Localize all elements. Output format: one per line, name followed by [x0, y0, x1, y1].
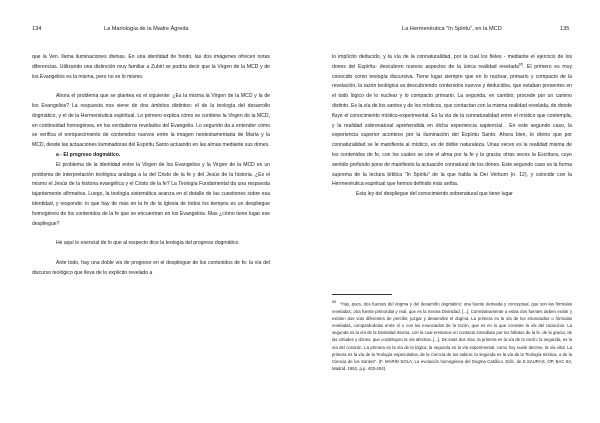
paragraph: Ahora el problema que se plantea es el siguiente: ¿Es la misma la Virgen de la MCD y la de los Evangelios? La respuesta nos viene de dos ámbitos distintos: el de la teología del desarrollo dogmático, y el de la Hermenéutica espiritual. Lo primero explica cómo se contiene la Virgen de la MCD, en continuidad homogénea, en los verdaderos revelados del Evangelio. Lo segundo da a entender cómo se verifica el enriquecimiento de contenidos nuevos entre la imagen neotestamentaria de María y la MCD, desde las actuaciones iluminadoras del Espíritu Santo actuando en las almas mediante sus dones. [32, 93, 270, 149]
right-page-number: 135 [560, 26, 570, 32]
paragraph [332, 53, 572, 190]
footnote-marker: 65 [332, 300, 336, 304]
footnote-reference[interactable]: 65 [518, 62, 523, 67]
footnote-text: "Hay, pues, dos fuentes del dogma y del desarrollo dogmático: una fuente derivada y conceptual, que son las fórmulas reveladas; otra fuente primordial y real, que es la misma Divinidad. [...]. Correlativamente a estas dos fuentes deben existir y existen dos vías diferentes de percibir, juzgar y desarrollar el dogma. La primera es la vía de los enunciados o fórmulas reveladas, comparándolas entre sí o con los enunciados de la razón, que es en lo que consiste la vía del raciocinio. La segunda es la vía de la Divinidad misma, con la cual entramos en contacto inmediato por los hábitos de la fe, de la gracia, de las virtudes y dones, que constituyen la vía afectiva. [...]. De esas dos vías, la primera es la vía de la razón; la segunda, es la vía del corazón. La primera es la vía de la lógica; la segunda es la vía experimental, como hoy suele decirse, la vía vital. La primera es la vía de la Teología especulativa, de la Ciencia de los sabios; la segunda es la vía de la Teología mística, o de la Ciencia de los Santos". (F. MARÍN SOLA; La evolución homogénea del Dogma Católico. Edic. de E.SAURAS, OP, BAC 84, Madrid, 1952, p.p. 403-404). [332, 301, 572, 372]
paragraph-text: . El primero es muy conocido como teología discursiva. Tiene lugar siempre que en lo nuclear, primario y compacto de la revelación, la razón teológica va descubriendo contenidos nuevos y deducidos, que estaban presentes en el todo lógico de lo nuclear y lo compacto primario. La segunda, en cambio, procede por un camino distinto. Es la vía de los santos y de los místicos, que contactan con la misma realidad revelada, de donde fluye el conocimiento místico-experimental. Es la vía de la connaturalidad entre el místico que contempla, y la realidad sobrenatural aprehendida en dicha experiencia sapiencial . En este segundo caso, la experiencia superior acontece por la iluminación del Espíritu Santo. Ahora bien, lo divino que por connaturalidad se le manifiesta al místico, es de doble naturaleza. Unas veces es la realidad misma de los contenidos de fe, con los cuales se une el alma por la fe y la gracia; otras veces la Escritura, cuyo sentido profundo pone de manifiesto la actuación connatural de los dones. Este segundo caso es la forma suprema de la lectura bíblica "In Spiritu" de la que habla la Dei Verbum (n. 12), y coincide con la Hermenéutica espiritual que hemos definido más arriba. [332, 63, 572, 188]
footnote-divider [332, 294, 392, 295]
right-running-title: La Hermenéutica "In Spiritu", en la MCD [402, 26, 502, 32]
paragraph: El problema de la identidad entre la Virgen de los Evangelios y la Virgen de la MCD es un problema de interpretación teológica análoga a la del Cristo de la fe y del Jesús de la historia. ¿Es el mismo el Jesús de la historia evangélica y el Cristo de la fe? La Teología Fundamental da una respuesta tajantemente afirmativa. Luego, la teología sistemática avanza en el detalle de las cuestiones sobre esa identidad, y responde: lo que hay de más en la fe de la Iglesia de todos los tiempos es un despliegue homogéneo de los contenidos de la fe que se encuentran en los Evangelios. Mas ¿cómo tiene lugar ese despliegue? [32, 161, 270, 227]
left-body [32, 53, 270, 278]
paragraph: que la Ven. llama iluminaciones divinas. En una identidad de fondo, las dos imágenes ofrecen notas diferencias. Utilizando una distinción muy familiar a Zubiri se podría decir que la Virgen de la MCD y de los Evangelios es la misma, pero no es lo mismo. [32, 54, 270, 80]
left-running-title: La Mariología de la Madre Ágreda [104, 26, 189, 32]
left-page-number: 134 [32, 26, 42, 32]
footnote [332, 299, 572, 372]
paragraph-text: lo implícito deducido, y la vía de la connaturalidad, por la cual los fieles - mediante el ejercicio de los dones del Espíritu- descubren nuevos aspectos de la única realidad revelada [332, 54, 572, 70]
paragraph: He aquí lo esencial de lo que al respecto dice la teología del progreso dogmático. [56, 240, 240, 247]
right-page [300, 0, 600, 423]
paragraph: Esta ley del despliegue del conocimiento sobrenatural que tiene lugar [356, 191, 513, 198]
section-heading: a - El progreso dogmático. [56, 151, 121, 158]
right-body [332, 53, 572, 200]
paragraph: Ante todo, hay una doble vía de progreso en el despliegue de los contenidos de fe: la vía del discurso teológico que lleva de lo explícito revelado a [32, 259, 270, 276]
